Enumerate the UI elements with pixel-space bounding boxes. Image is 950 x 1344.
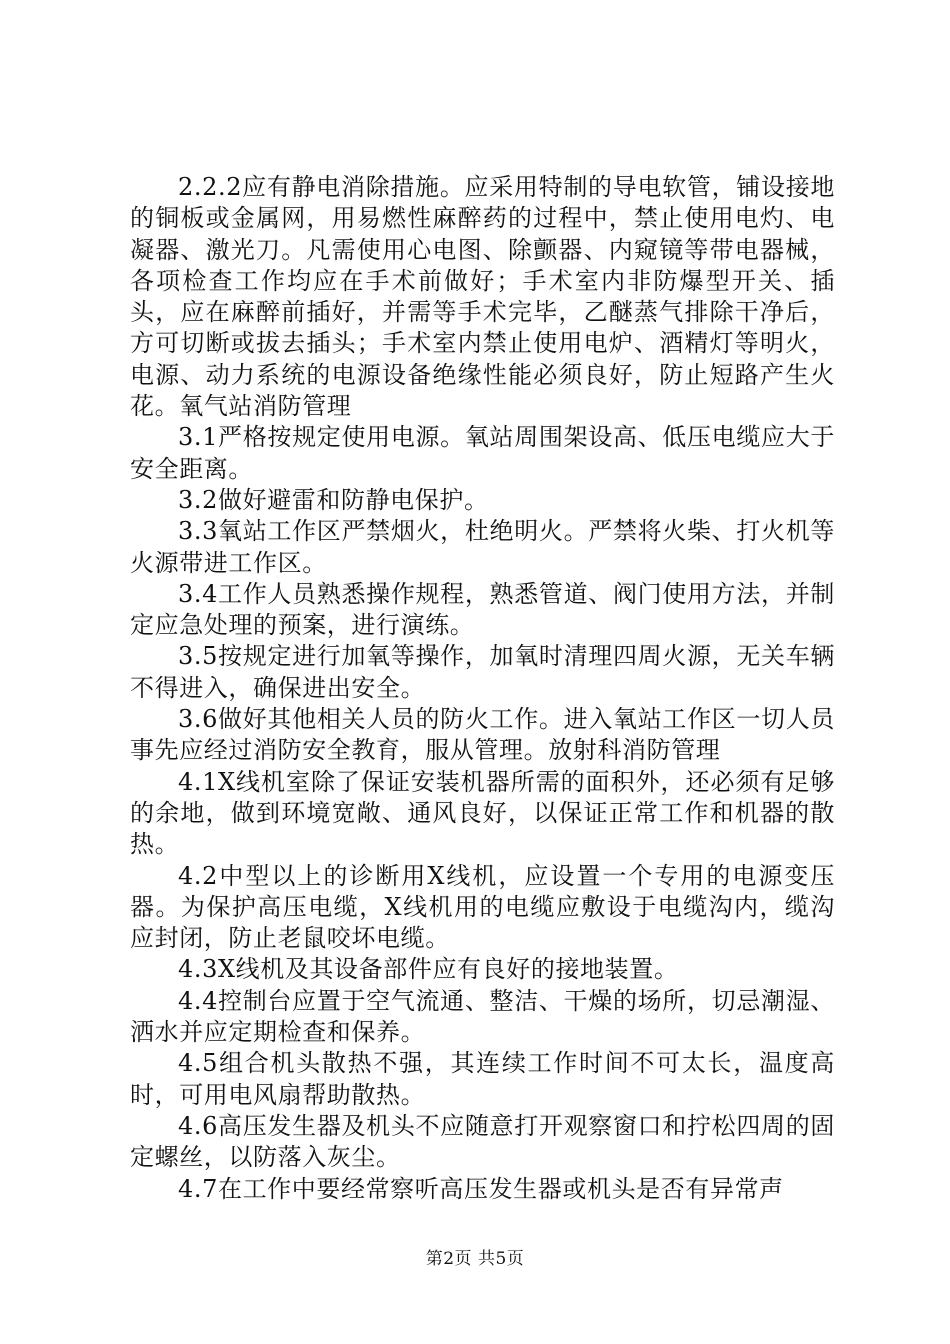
paragraph-3-4: 3.4工作人员熟悉操作规程，熟悉管道、阀门使用方法，并制定应急处理的预案，进行演练。 xyxy=(130,579,835,640)
paragraph-2-2-2: 2.2.2应有静电消除措施。应采用特制的导电软管，铺设接地的铜板或金属网，用易燃性麻醉药的过程中，禁止使用电灼、电凝器、激光刀。凡需使用心电图、除颤器、内窥镜等带电器械，各项检查工作均应在手术前做好；手术室内非防爆型开关、插头，应在麻醉前插好，并需等手术完毕，乙醚蒸气排除干净后，方可切断或拔去插头；手术室内禁止使用电炉、酒精灯等明火，电源、动力系统的电源设备绝缘性能必须良好，防止短路产生火花。氧气站消防管理 xyxy=(130,173,835,421)
paragraph-3-1: 3.1严格按规定使用电源。氧站周围架设高、低压电缆应大于安全距离。 xyxy=(130,423,835,483)
paragraph-4-3: 4.3X线机及其设备部件应有良好的接地装置。 xyxy=(178,955,679,984)
document-body xyxy=(130,172,835,1205)
page-number-footer: 第2页 共5页 xyxy=(425,1249,525,1269)
paragraph-4-2: 4.2中型以上的诊断用X线机，应设置一个专用的电源变压器。为保护高压电缆，X线机用的电缆应敷设于电缆沟内，缆沟应封闭，防止老鼠咬坏电缆。 xyxy=(130,861,835,953)
paragraph-3-2: 3.2做好避雷和防静电保护。 xyxy=(178,485,489,514)
paragraph-4-7: 4.7在工作中要经常察听高压发生器或机头是否有异常声 xyxy=(178,1174,784,1203)
paragraph-3-3: 3.3氧站工作区严禁烟火，杜绝明火。严禁将火柴、打火机等火源带进工作区。 xyxy=(130,517,835,577)
paragraph-4-6: 4.6高压发生器及机头不应随意打开观察窗口和拧松四周的固定螺丝，以防落入灰尘。 xyxy=(130,1111,835,1172)
paragraph-4-1: 4.1X线机室除了保证安装机器所需的面积外，还必须有足够的余地，做到环境宽敞、通风良好，以保证正常工作和机器的散热。 xyxy=(130,767,835,859)
paragraph-4-4: 4.4控制台应置于空气流通、整洁、干燥的场所，切忌潮湿、洒水并应定期检查和保养。 xyxy=(130,986,835,1047)
paragraph-4-5: 4.5组合机头散热不强，其连续工作时间不可太长，温度高时，可用电风扇帮助散热。 xyxy=(130,1049,835,1109)
paragraph-3-6: 3.6做好其他相关人员的防火工作。进入氧站工作区一切人员事先应经过消防安全教育，服从管理。放射科消防管理 xyxy=(130,705,835,765)
paragraph-3-5: 3.5按规定进行加氧等操作，加氧时清理四周火源，无关车辆不得进入，确保进出安全。 xyxy=(130,642,835,702)
